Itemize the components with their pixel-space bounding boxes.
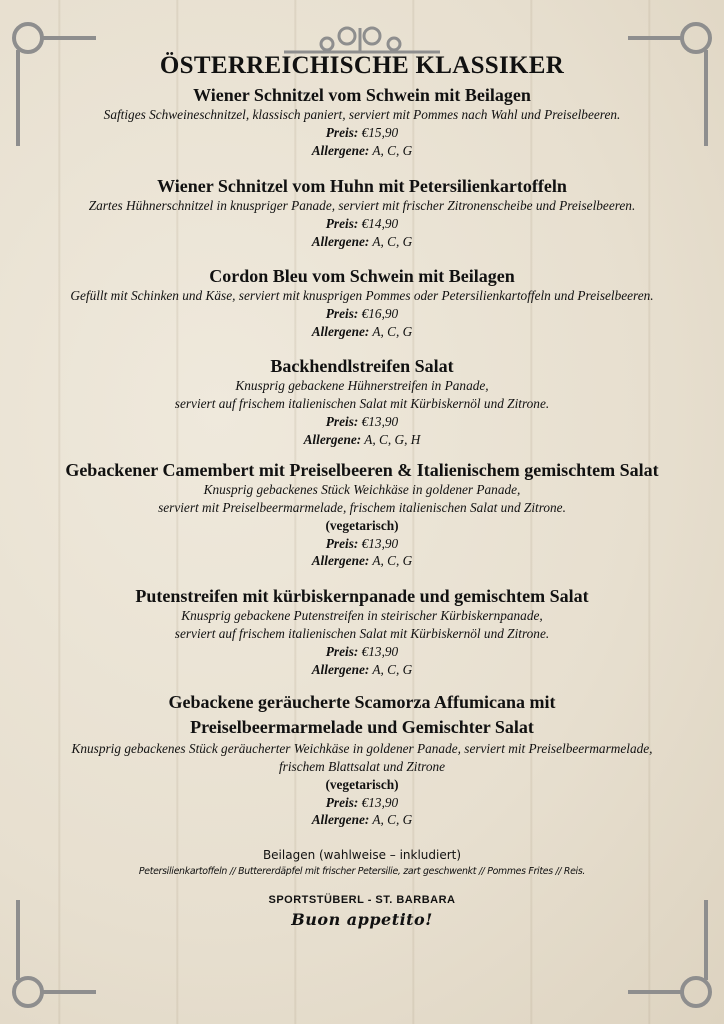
- vegetarian-note: (vegetarisch): [325, 777, 399, 792]
- page-title: ÖSTERREICHISCHE KLASSIKER: [159, 52, 565, 79]
- menu-item: [0, 585, 724, 678]
- item-allergens: Allergene: A, C, G: [311, 323, 413, 339]
- menu-item: [0, 355, 724, 448]
- vegetarian-note: (vegetarisch): [325, 518, 399, 533]
- menu-item: [0, 175, 724, 250]
- item-price: Preis: €13,90: [325, 644, 399, 659]
- menu-item: [0, 84, 724, 159]
- restaurant-name: SPORTSTÜBERL - ST. BARBARA: [268, 894, 456, 906]
- item-title: Backhendlstreifen Salat: [270, 356, 454, 376]
- item-description: serviert mit Preiselbeermarmelade, frischem italienischen Salat und Zitrone.: [158, 500, 566, 515]
- item-title: Preiselbeermarmelade und Gemischter Salat: [190, 717, 534, 737]
- item-allergens: Allergene: A, C, G: [311, 233, 413, 249]
- item-allergens: Allergene: A, C, G: [311, 812, 413, 828]
- item-title: Cordon Bleu vom Schwein mit Beilagen: [209, 266, 515, 286]
- item-allergens: Allergene: A, C, G, H: [303, 431, 421, 447]
- item-description: Knusprig gebackenes Stück Weichkäse in goldener Panade,: [203, 482, 521, 497]
- menu-item: [0, 265, 724, 340]
- item-title: Gebackener Camembert mit Preiselbeeren & Italienischem gemischtem Salat: [65, 460, 659, 480]
- item-description: Zartes Hühnerschnitzel in knuspriger Panade, serviert mit frischer Zitronenscheibe und Preiselbeeren.: [88, 198, 636, 213]
- item-description: Saftiges Schweineschnitzel, klassisch paniert, serviert mit Pommes nach Wahl und Preiselbeeren.: [103, 107, 621, 122]
- item-description: serviert auf frischem italienischen Salat mit Kürbiskernöl und Zitrone.: [174, 626, 550, 641]
- item-title: Gebackene geräucherte Scamorza Affumicana mit: [168, 692, 556, 712]
- item-price: Preis: €13,90: [325, 535, 399, 551]
- item-price: Preis: €13,90: [325, 414, 399, 429]
- closing-text: Buon appetito!: [291, 910, 433, 929]
- item-allergens: Allergene: A, C, G: [311, 553, 413, 569]
- item-price: Preis: €13,90: [325, 794, 399, 810]
- menu-item: [0, 690, 724, 829]
- item-allergens: Allergene: A, C, G: [311, 142, 413, 158]
- item-description: frischem Blattsalat und Zitrone: [278, 759, 446, 774]
- item-title: Wiener Schnitzel vom Schwein mit Beilagen: [193, 85, 531, 105]
- item-description: Gefüllt mit Schinken und Käse, serviert mit knusprigen Pommes oder Petersilienkartoffeln und Preiselbeeren.: [70, 288, 654, 303]
- item-description: Knusprig gebackene Putenstreifen in steirischer Kürbiskernpanade,: [181, 608, 543, 623]
- item-price: Preis: €16,90: [325, 306, 399, 321]
- sides-list: Petersilienkartoffeln // Buttererdäpfel mit frischer Petersilie, zart geschwenkt // Pommes Frites // Reis.: [138, 866, 586, 877]
- sides-heading: Beilagen (wahlweise – inkludiert): [262, 848, 462, 862]
- item-description: Knusprig gebackenes Stück geräucherter Weichkäse in goldener Panade, serviert mit Preiselbeermarmelade,: [71, 741, 653, 756]
- item-description: Knusprig gebackene Hühnerstreifen in Panade,: [235, 378, 489, 393]
- item-price: Preis: €14,90: [325, 216, 399, 231]
- item-title: Putenstreifen mit kürbiskernpanade und gemischtem Salat: [135, 586, 589, 606]
- item-description: serviert auf frischem italienischen Salat mit Kürbiskernöl und Zitrone.: [174, 396, 550, 411]
- item-allergens: Allergene: A, C, G: [311, 661, 413, 677]
- menu-item: [0, 459, 724, 570]
- item-title: Wiener Schnitzel vom Huhn mit Petersilienkartoffeln: [157, 176, 567, 196]
- item-price: Preis: €15,90: [325, 125, 399, 140]
